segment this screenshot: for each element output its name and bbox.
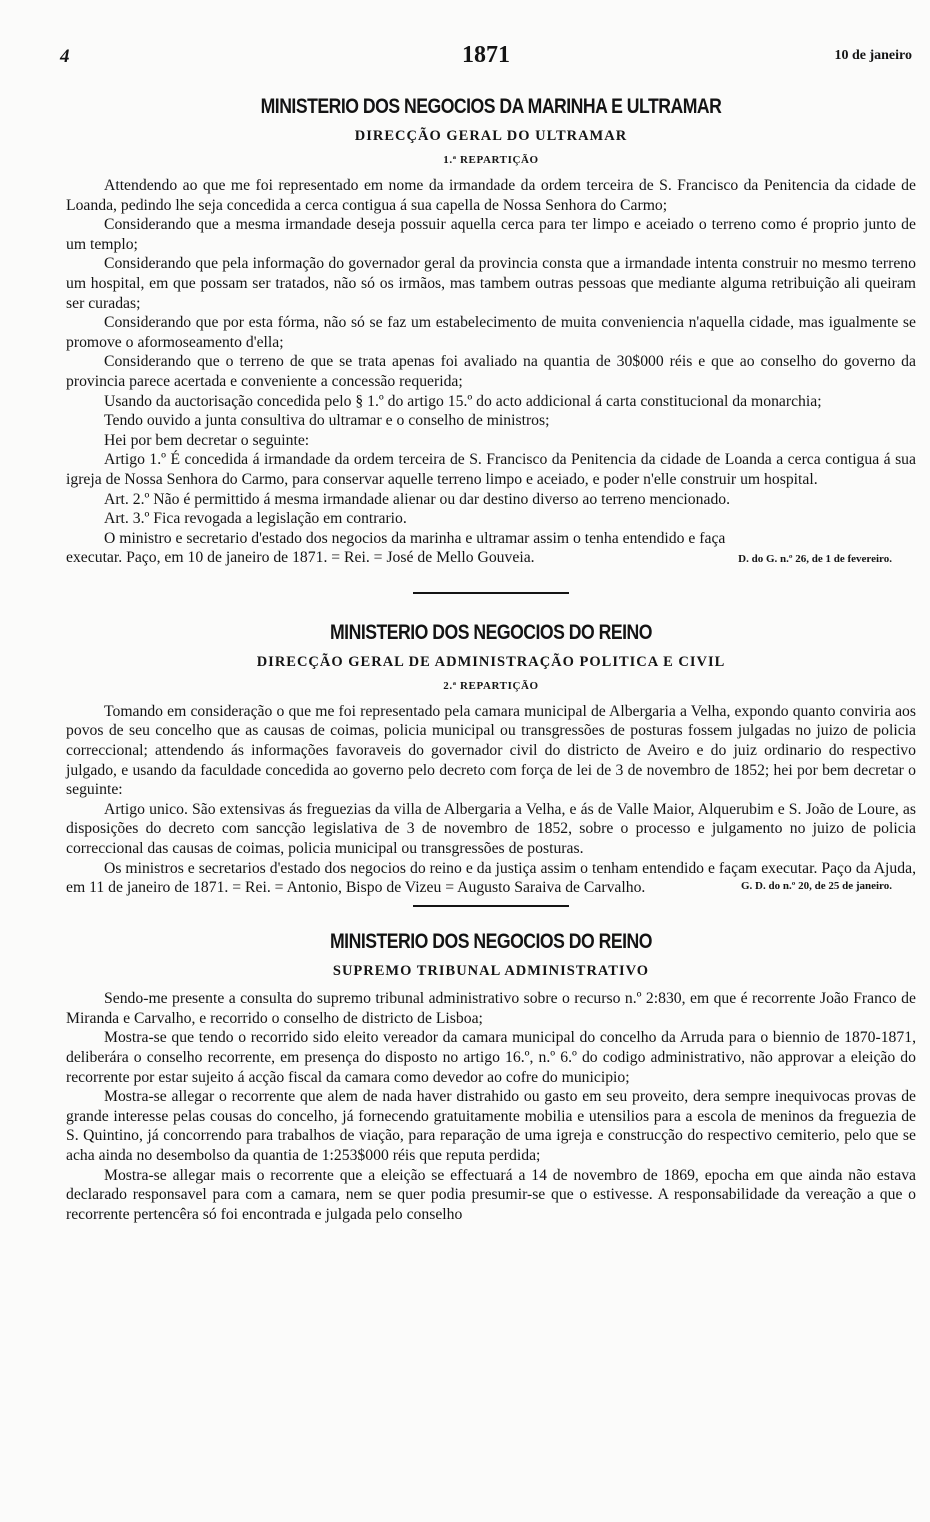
consulta-paragraph: Mostra-se allegar mais o recorrente que a eleição se effectuará a 14 de novembro de 1869, epocha em que ainda não estava declarado responsavel para com a camara, nem se quer podia presumir-se que o estivesse. A responsabilidade da vereação a que o recorrente pertencêra só foi encontrada e julgada pelo conselho: [66, 1166, 916, 1223]
consulta-paragraph: Sendo-me presente a consulta do supremo tribunal administrativo sobre o recurso n.º 2:830, em que é recorrente João Franco de Miranda e Carvalho, e recorrido o conselho de districto de Lisboa;: [66, 990, 916, 1027]
ministry-heading: MINISTERIO DOS NEGOCIOS DO REINO: [329, 620, 653, 644]
decree-paragraph: Hei por bem decretar o seguinte:: [104, 431, 310, 449]
section-supremo-tribunal: [66, 929, 916, 1224]
decree-paragraph: Considerando que o terreno de que se trata apenas foi avaliado na quantia de 30$000 réis e que ao conselho do governo da provincia parece acertada e conveniente a concessão requerida;: [66, 353, 916, 390]
decree-paragraph: Attendendo ao que me foi representado em nome da irmandade da ordem terceira de S. Francisco da Penitencia da cidade de Loanda, pedindo lhe seja concedida a cerca contigua á sua capella de Nossa Senhora do Carmo;: [66, 177, 916, 214]
header-year: 1871: [462, 42, 510, 68]
publication-reference: G. D. do n.º 20, de 25 de janeiro.: [740, 880, 892, 893]
decree-article: Art. 3.º Fica revogada a legislação em contrario.: [104, 510, 407, 528]
decree-paragraph: Usando da auctorisação concedida pelo § 1.º do artigo 15.º do acto addicional á carta constitucional da monarchia;: [104, 392, 822, 410]
header-date: 10 de janeiro: [834, 48, 912, 63]
ministry-heading: MINISTERIO DOS NEGOCIOS DA MARINHA E ULTRAMAR: [260, 95, 722, 118]
publication-reference: D. do G. n.º 26, de 1 de fevereiro.: [738, 553, 892, 566]
direction-heading: DIRECÇÃO GERAL DE ADMINISTRAÇÃO POLITICA E CIVIL: [256, 653, 726, 670]
decree-paragraph: Considerando que pela informação do governador geral da provincia consta que a irmandade intenta construir no mesmo terreno um hospital, em que possam ser tratados, não só os irmãos, mas tambem outras pessoas que mediante alguma retribuição ali queiram ser curadas;: [66, 255, 916, 312]
decree-paragraph: Tendo ouvido a junta consultiva do ultramar e o conselho de ministros;: [104, 412, 550, 430]
decree-closing: O ministro e secretario d'estado dos negocios da marinha e ultramar assim o tenha entendido e faça: [104, 529, 726, 547]
decree-article: Artigo unico. São extensivas ás freguezias da villa de Albergaria a Velha, e ás de Valle Maior, Alquerubim e S. João de Loure, as disposições do decreto com sancção legislativa de 3 de novembro de 1852, sobre o processo e julgamento no juizo de policia correccional das causas de coimas, policia municipal ou transgressões de posturas.: [66, 800, 916, 858]
direction-heading: SUPREMO TRIBUNAL ADMINISTRATIVO: [332, 963, 650, 980]
page-number: 4: [60, 46, 70, 67]
decree-closing: Os ministros e secretarios d'estado dos negocios do reino e da justiça assim o tenham entendido e façam executar. Paço da Ajuda, em 11 de janeiro de 1871. = Rei. = Antonio, Bispo de Vizeu = Augusto Saraiva de Carvalho.: [66, 859, 916, 897]
consulta-paragraph: Mostra-se que tendo o recorrido sido eleito vereador da camara municipal do concelho da Arruda para o biennio de 1870-1871, deliberára o conselho recorrente, em presença do disposto no artigo 16.º, n.º 6.º do codigo administrativo, não approvar a eleição do recorrente por estar sujeito á acção fiscal da camara como devedor ao cofre do municipio;: [66, 1029, 916, 1086]
decree-paragraph: Considerando que por esta fórma, não só se faz um estabelecimento de muita conveniencia n'aquella cidade, mas igualmente se promove o aformoseamento d'ella;: [66, 314, 916, 351]
decree-article: Artigo 1.º É concedida á irmandade da ordem terceira de S. Francisco da Penitencia da cidade de Loanda a cerca contigua á sua igreja de Nossa Senhora do Carmo, para conservar aquelle terreno limpo e aceiado, e poder n'elle construir um hospital.: [66, 451, 916, 488]
section-marinha-ultramar: [66, 94, 916, 570]
page-body: [66, 94, 916, 1224]
decree-paragraph: Tomando em consideração o que me foi representado pela camara municipal de Albergaria a Velha, expondo quanto conviria aos povos de seu concelho que as causas de coimas, policia municipal ou transgressões de posturas fossem julgadas no juizo de policia correccional; attendendo ás informações favoraveis do governador civil do districto de Aveiro e do juiz ordinario do respectivo julgado, e usando da faculdade concedida ao governo pelo decreto com força de lei de 3 de novembro de 1852; hei por bem decretar o seguinte:: [66, 702, 916, 799]
ministry-heading: MINISTERIO DOS NEGOCIOS DO REINO: [329, 930, 653, 954]
running-header: [60, 42, 912, 72]
repartition-heading: 1.ª REPARTIÇÃO: [443, 154, 539, 166]
consulta-paragraph: Mostra-se allegar o recorrente que alem de nada haver distrahido ou gasto em seu proveito, dera sempre inequivocas provas de grande interesse pelas cousas do concelho, já fornecendo gratuitamente mobilia e utensilios para a escola de meninos da freguezia de S. Quintino, já concorrendo para trabalhos de viação, para reparação de uma igreja e construcção do respectivo cemiterio, pelo que se acha ainda no desembolso da quantia de 1:253$000 réis que reputa perdida;: [66, 1088, 916, 1164]
signature-line: [66, 548, 916, 570]
section-reino-administracao: [66, 620, 916, 895]
repartition-heading: 2.ª REPARTIÇÃO: [443, 679, 539, 692]
decree-article: Art. 2.º Não é permittido á mesma irmandade alienar ou dar destino diverso ao terreno mencionado.: [104, 490, 731, 508]
decree-paragraph: Considerando que a mesma irmandade deseja possuir aquella cerca para ter limpo e aceiado o terreno como é proprio junto de um templo;: [66, 216, 916, 253]
direction-heading: DIRECÇÃO GERAL DO ULTRAMAR: [354, 128, 628, 144]
signature-text: executar. Paço, em 10 de janeiro de 1871. = Rei. = José de Mello Gouveia.: [66, 549, 535, 567]
